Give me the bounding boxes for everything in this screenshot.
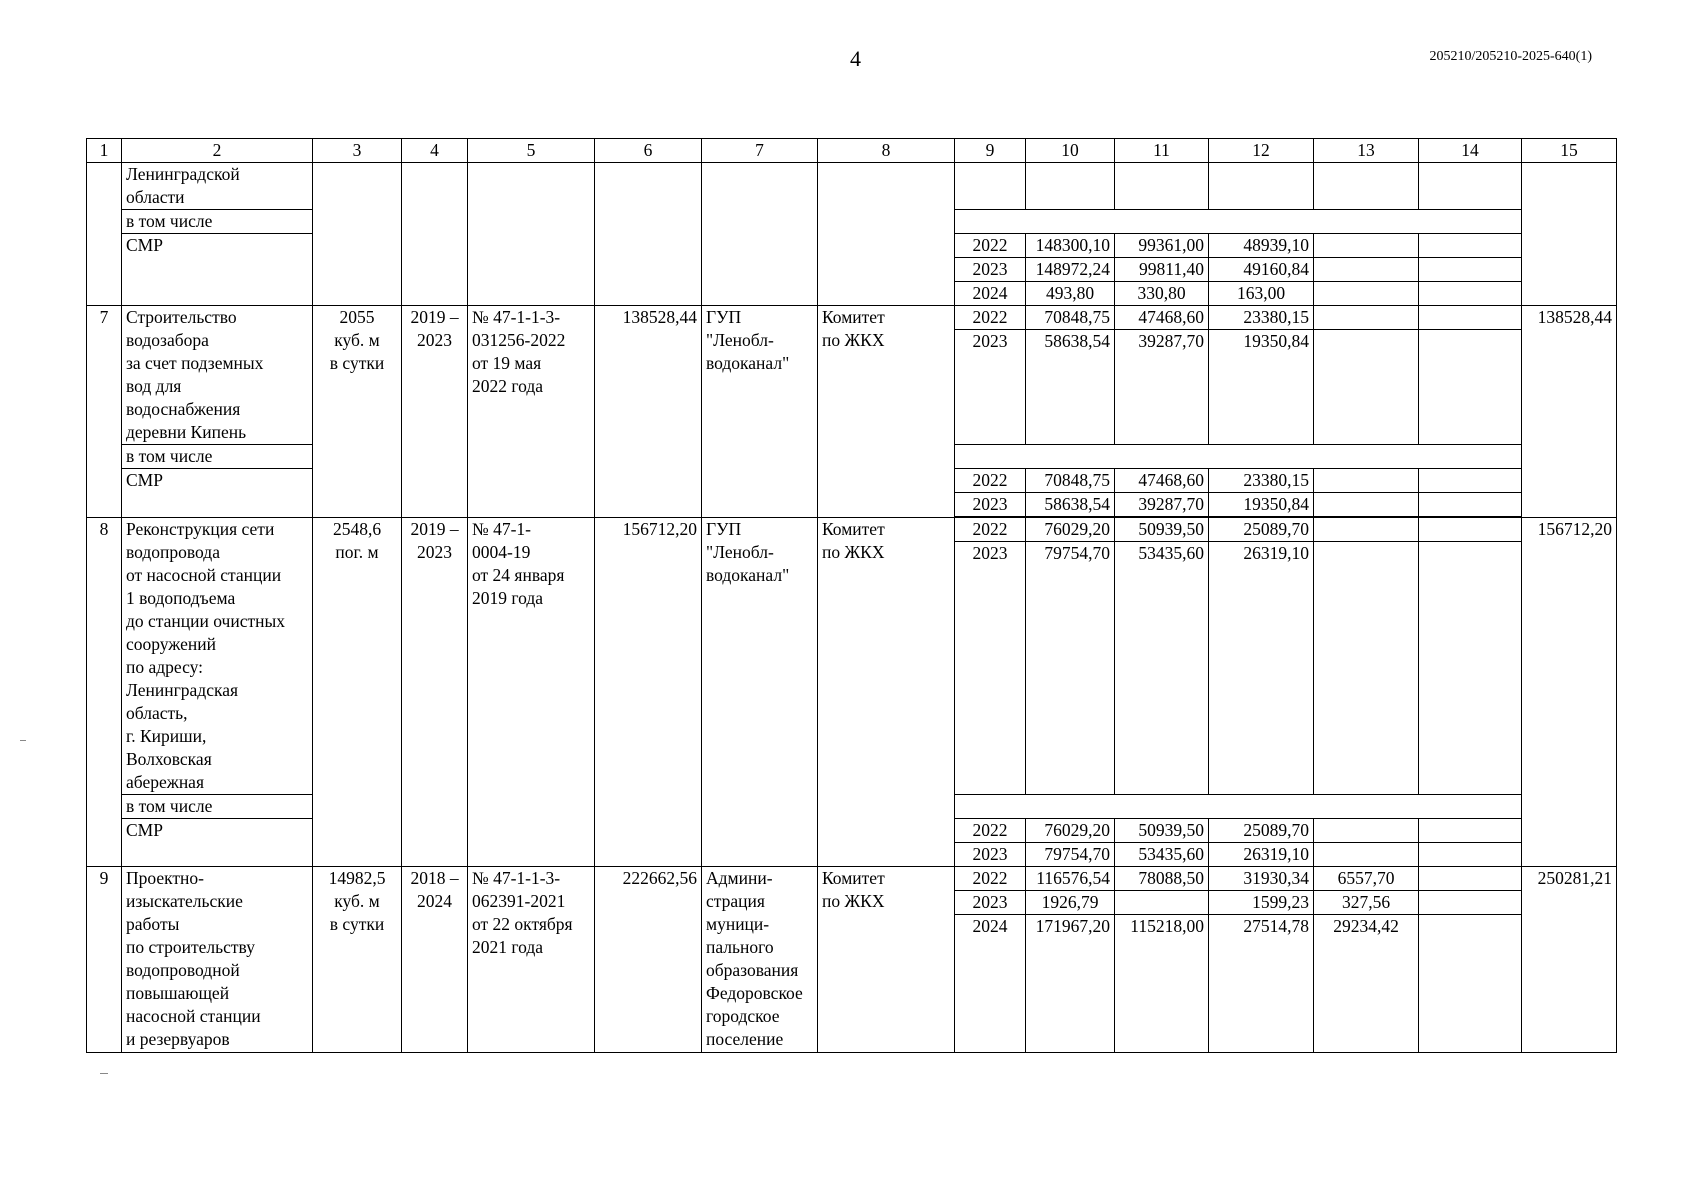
cost-cell: 222662,56 bbox=[595, 867, 702, 1053]
value-cell: 79754,70 bbox=[1026, 843, 1115, 867]
value-cell: 99811,40 bbox=[1115, 258, 1209, 282]
year-cell: 2023 bbox=[955, 258, 1026, 282]
column-header: 14 bbox=[1419, 139, 1522, 163]
value-cell bbox=[1314, 234, 1419, 258]
value-cell bbox=[1314, 518, 1419, 542]
year-cell: 2022 bbox=[955, 469, 1026, 493]
year-cell: 2023 bbox=[955, 542, 1026, 795]
value-cell bbox=[1314, 843, 1419, 867]
value-cell: 19350,84 bbox=[1209, 330, 1314, 445]
committee-cell: Комитет по ЖКХ bbox=[818, 518, 955, 867]
value-cell: 26319,10 bbox=[1209, 542, 1314, 795]
value-cell: 6557,70 bbox=[1314, 867, 1419, 891]
customer-cell: ГУП "Ленобл- водоканал" bbox=[702, 518, 818, 867]
cost-cell: 138528,44 bbox=[595, 306, 702, 518]
value-cell: 23380,15 bbox=[1209, 306, 1314, 330]
year-cell: 2023 bbox=[955, 493, 1026, 517]
value-cell: 53435,60 bbox=[1115, 542, 1209, 795]
value-cell: 327,56 bbox=[1314, 891, 1419, 915]
value-cell: 19350,84 bbox=[1209, 493, 1314, 517]
year-cell: 2022 bbox=[955, 518, 1026, 542]
value-cell: 23380,15 bbox=[1209, 469, 1314, 493]
value-cell: 76029,20 bbox=[1026, 819, 1115, 843]
column-header: 4 bbox=[402, 139, 468, 163]
column-header: 13 bbox=[1314, 139, 1419, 163]
column-header: 3 bbox=[313, 139, 402, 163]
approval-doc-cell: № 47-1-1-3- 062391-2021 от 22 октября 2021 года bbox=[468, 867, 595, 1053]
column-header: 1 bbox=[87, 139, 122, 163]
value-cell: 115218,00 bbox=[1115, 915, 1209, 1053]
value-cell: 171967,20 bbox=[1026, 915, 1115, 1053]
value-cell: 48939,10 bbox=[1209, 234, 1314, 258]
included-label: в том числе bbox=[122, 795, 313, 819]
year-cell: 2024 bbox=[955, 282, 1026, 306]
column-header: 12 bbox=[1209, 139, 1314, 163]
value-cell: 26319,10 bbox=[1209, 843, 1314, 867]
value-cell: 148300,10 bbox=[1026, 234, 1115, 258]
period-cell: 2019 – 2023 bbox=[402, 518, 468, 867]
table-row bbox=[87, 306, 1617, 330]
capacity-cell: 2548,6 пог. м bbox=[313, 518, 402, 867]
page-number: 4 bbox=[850, 46, 861, 71]
value-cell: 163,00 bbox=[1209, 282, 1314, 306]
row-number-cell: 7 bbox=[87, 306, 122, 518]
customer-cell: ГУП "Ленобл- водоканал" bbox=[702, 306, 818, 518]
capacity-cell: 2055 куб. м в сутки bbox=[313, 306, 402, 518]
value-cell: 70848,75 bbox=[1026, 469, 1115, 493]
column-header: 2 bbox=[122, 139, 313, 163]
value-cell: 493,80 bbox=[1026, 282, 1115, 306]
table-row bbox=[87, 518, 1617, 542]
column-header: 9 bbox=[955, 139, 1026, 163]
column-header: 6 bbox=[595, 139, 702, 163]
smr-label: СМР bbox=[122, 469, 313, 518]
included-label: в том числе bbox=[122, 210, 313, 234]
object-name-cell: Строительство водозабора за счет подземных вод для водоснабжения деревни Кипень bbox=[122, 306, 313, 445]
value-cell bbox=[1314, 282, 1419, 306]
row-number-cell: 8 bbox=[87, 518, 122, 867]
customer-cell: Админи- страция муници- пального образования Федоровское городское поселение bbox=[702, 867, 818, 1053]
committee-cell: Комитет по ЖКХ bbox=[818, 867, 955, 1053]
smr-label: СМР bbox=[122, 819, 313, 867]
value-cell: 25089,70 bbox=[1209, 518, 1314, 542]
value-cell: 78088,50 bbox=[1115, 867, 1209, 891]
row-number-cell bbox=[87, 163, 122, 306]
year-cell: 2022 bbox=[955, 234, 1026, 258]
value-cell: 27514,78 bbox=[1209, 915, 1314, 1053]
value-cell: 58638,54 bbox=[1026, 330, 1115, 445]
column-header: 7 bbox=[702, 139, 818, 163]
value-cell bbox=[1314, 469, 1419, 493]
included-label: в том числе bbox=[122, 445, 313, 469]
column-header: 15 bbox=[1522, 139, 1617, 163]
approval-doc-cell: № 47-1-1-3- 031256-2022 от 19 мая 2022 года bbox=[468, 306, 595, 518]
cost-cell: 156712,20 bbox=[595, 518, 702, 867]
column-header: 10 bbox=[1026, 139, 1115, 163]
column-header: 11 bbox=[1115, 139, 1209, 163]
period-cell: 2019 – 2023 bbox=[402, 306, 468, 518]
value-cell: 1926,79 bbox=[1026, 891, 1115, 915]
column-header: 8 bbox=[818, 139, 955, 163]
value-cell bbox=[1314, 542, 1419, 795]
value-cell: 31930,34 bbox=[1209, 867, 1314, 891]
object-name-cell: Проектно- изыскательские работы по строительству водопроводной повышающей насосной станции и резервуаров bbox=[122, 867, 313, 1053]
table-row bbox=[87, 867, 1617, 891]
value-cell bbox=[1314, 330, 1419, 445]
approval-doc-cell: № 47-1- 0004-19 от 24 января 2019 года bbox=[468, 518, 595, 867]
year-cell: 2022 bbox=[955, 819, 1026, 843]
value-cell: 53435,60 bbox=[1115, 843, 1209, 867]
value-cell: 99361,00 bbox=[1115, 234, 1209, 258]
capacity-cell: 14982,5 куб. м в сутки bbox=[313, 867, 402, 1053]
value-cell: 58638,54 bbox=[1026, 493, 1115, 517]
value-cell bbox=[1314, 819, 1419, 843]
value-cell bbox=[1314, 258, 1419, 282]
value-cell: 50939,50 bbox=[1115, 518, 1209, 542]
value-cell: 76029,20 bbox=[1026, 518, 1115, 542]
value-cell: 148972,24 bbox=[1026, 258, 1115, 282]
margin-mark bbox=[20, 740, 26, 741]
year-cell: 2024 bbox=[955, 915, 1026, 1053]
value-cell: 330,80 bbox=[1115, 282, 1209, 306]
smr-label: СМР bbox=[122, 234, 313, 306]
value-cell: 29234,42 bbox=[1314, 915, 1419, 1053]
total-cell: 250281,21 bbox=[1522, 867, 1617, 1053]
investment-program-table bbox=[86, 138, 1617, 1053]
total-cell: 156712,20 bbox=[1522, 518, 1617, 867]
year-cell: 2023 bbox=[955, 330, 1026, 445]
value-cell: 47468,60 bbox=[1115, 306, 1209, 330]
committee-cell: Комитет по ЖКХ bbox=[818, 306, 955, 518]
value-cell: 49160,84 bbox=[1209, 258, 1314, 282]
value-cell: 39287,70 bbox=[1115, 493, 1209, 517]
margin-mark bbox=[100, 1073, 108, 1074]
period-cell: 2018 – 2024 bbox=[402, 867, 468, 1053]
column-number-row bbox=[87, 139, 1617, 163]
value-cell: 79754,70 bbox=[1026, 542, 1115, 795]
object-name-cell: Ленинградской области bbox=[122, 163, 313, 210]
value-cell: 116576,54 bbox=[1026, 867, 1115, 891]
year-cell: 2022 bbox=[955, 867, 1026, 891]
value-cell bbox=[1115, 891, 1209, 915]
year-cell: 2023 bbox=[955, 843, 1026, 867]
table-row bbox=[87, 163, 1617, 210]
value-cell bbox=[1314, 493, 1419, 517]
year-cell: 2023 bbox=[955, 891, 1026, 915]
total-cell: 138528,44 bbox=[1522, 306, 1617, 518]
value-cell: 70848,75 bbox=[1026, 306, 1115, 330]
value-cell: 39287,70 bbox=[1115, 330, 1209, 445]
column-header: 5 bbox=[468, 139, 595, 163]
value-cell: 47468,60 bbox=[1115, 469, 1209, 493]
value-cell bbox=[1314, 306, 1419, 330]
row-number-cell: 9 bbox=[87, 867, 122, 1053]
document-id: 205210/205210-2025-640(1) bbox=[1429, 49, 1592, 64]
value-cell: 25089,70 bbox=[1209, 819, 1314, 843]
object-name-cell: Реконструкция сети водопровода от насосной станции 1 водоподъема до станции очистных сооружений по адресу: Ленинградская область, г. Кириши, Волховская абережная bbox=[122, 518, 313, 795]
value-cell: 1599,23 bbox=[1209, 891, 1314, 915]
value-cell: 50939,50 bbox=[1115, 819, 1209, 843]
year-cell: 2022 bbox=[955, 306, 1026, 330]
